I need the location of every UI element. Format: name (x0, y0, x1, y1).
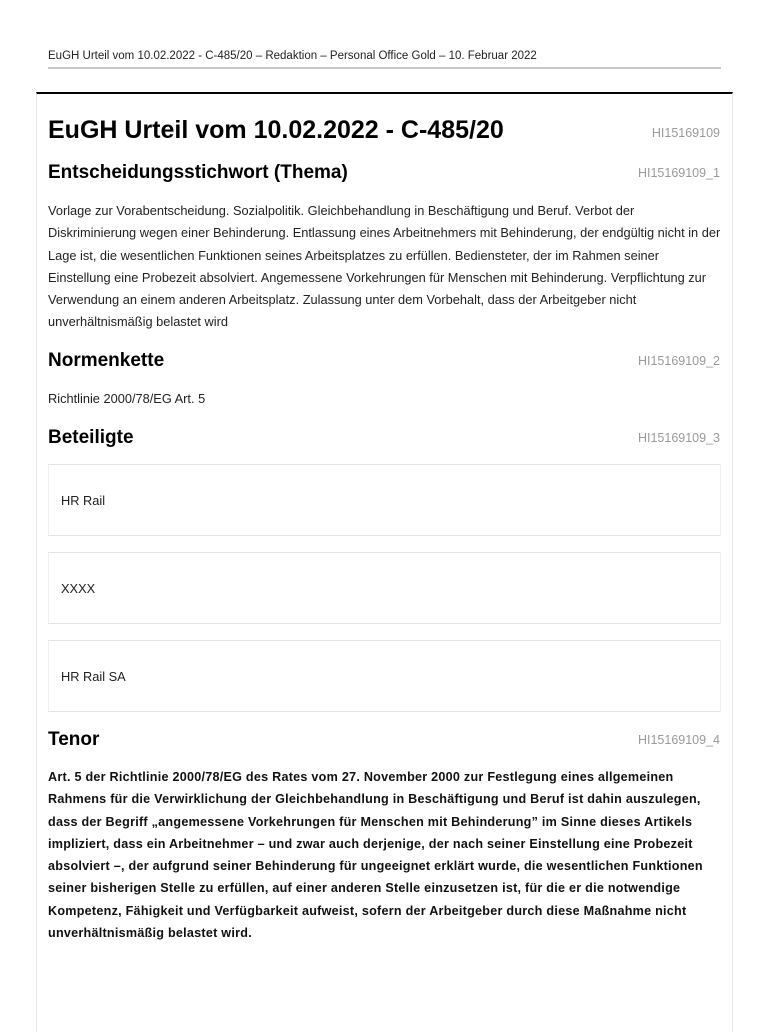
normenkette-text: Richtlinie 2000/78/EG Art. 5 (48, 391, 206, 406)
section-heading-tenor: Tenor (48, 729, 100, 750)
section-heading-normenkette: Normenkette (48, 350, 165, 371)
tenor-text: Art. 5 der Richtlinie 2000/78/EG des Rates vom 27. November 2000 zur Festlegung eines allgemeinen Rahmens für die Verwirklichung der Gleichbehandlung in Beschäftigung und Beruf ist dahin auszulegen, dass der Begriff „angemessene Vorkehrungen für Menschen mit Behinderung” im Sinne dieses Artikels impliziert, dass ein Arbeitnehmer – und zwar auch derjenige, der nach seiner Einstellung eine Probezeit absolviert –, der aufgrund seiner Behinderung für ungeeignet erklärt wurde, die wesentlichen Funktionen seiner bisherigen Stelle zu erfüllen, auf einer anderen Stelle einzusetzen ist, für die er die notwendige Kompetenz, Fähigkeit und Verfügbarkeit aufweist, sofern der Arbeitgeber durch diese Maßnahme nicht unverhältnismäßig belastet wird. (48, 770, 703, 941)
party-card (48, 552, 721, 624)
header-divider (48, 67, 721, 69)
section-id-tenor: HI15169109_4 (637, 733, 720, 747)
party-name: XXXX (61, 581, 96, 596)
document-title: EuGH Urteil vom 10.02.2022 - C-485/20 (48, 116, 504, 144)
document-header: EuGH Urteil vom 10.02.2022 - C-485/20 – Redaktion – Personal Office Gold – 10. Februar 2022 (48, 50, 537, 62)
section-heading-beteiligte: Beteiligte (48, 427, 134, 448)
document-id: HI15169109 (651, 126, 720, 140)
section-id-normenkette: HI15169109_2 (637, 354, 720, 368)
section-id-thema: HI15169109_1 (637, 166, 720, 180)
party-card (48, 640, 721, 712)
party-name: HR Rail SA (61, 669, 126, 684)
party-card (48, 464, 721, 536)
party-name: HR Rail (61, 493, 106, 508)
thema-text: Vorlage zur Vorabentscheidung. Sozialpolitik. Gleichbehandlung in Beschäftigung und Beruf. Verbot der Diskriminierung wegen einer Behinderung. Entlassung eines Arbeitnehmers mit Behinderung, der endgültig nicht in der Lage ist, die wesentlichen Funktionen seines Arbeitsplatzes zu erfüllen. Bediensteter, der im Rahmen seiner Einstellung eine Probezeit absolviert. Angemessene Vorkehrungen für Menschen mit Behinderung. Verpflichtung zur Verwendung an einem anderen Arbeitsplatz. Zulassung unter dem Vorbehalt, dass der Arbeitgeber nicht unverhältnismäßig belastet wird (48, 203, 721, 330)
section-id-beteiligte: HI15169109_3 (637, 431, 720, 445)
section-heading-thema: Entscheidungsstichwort (Thema) (48, 162, 348, 183)
